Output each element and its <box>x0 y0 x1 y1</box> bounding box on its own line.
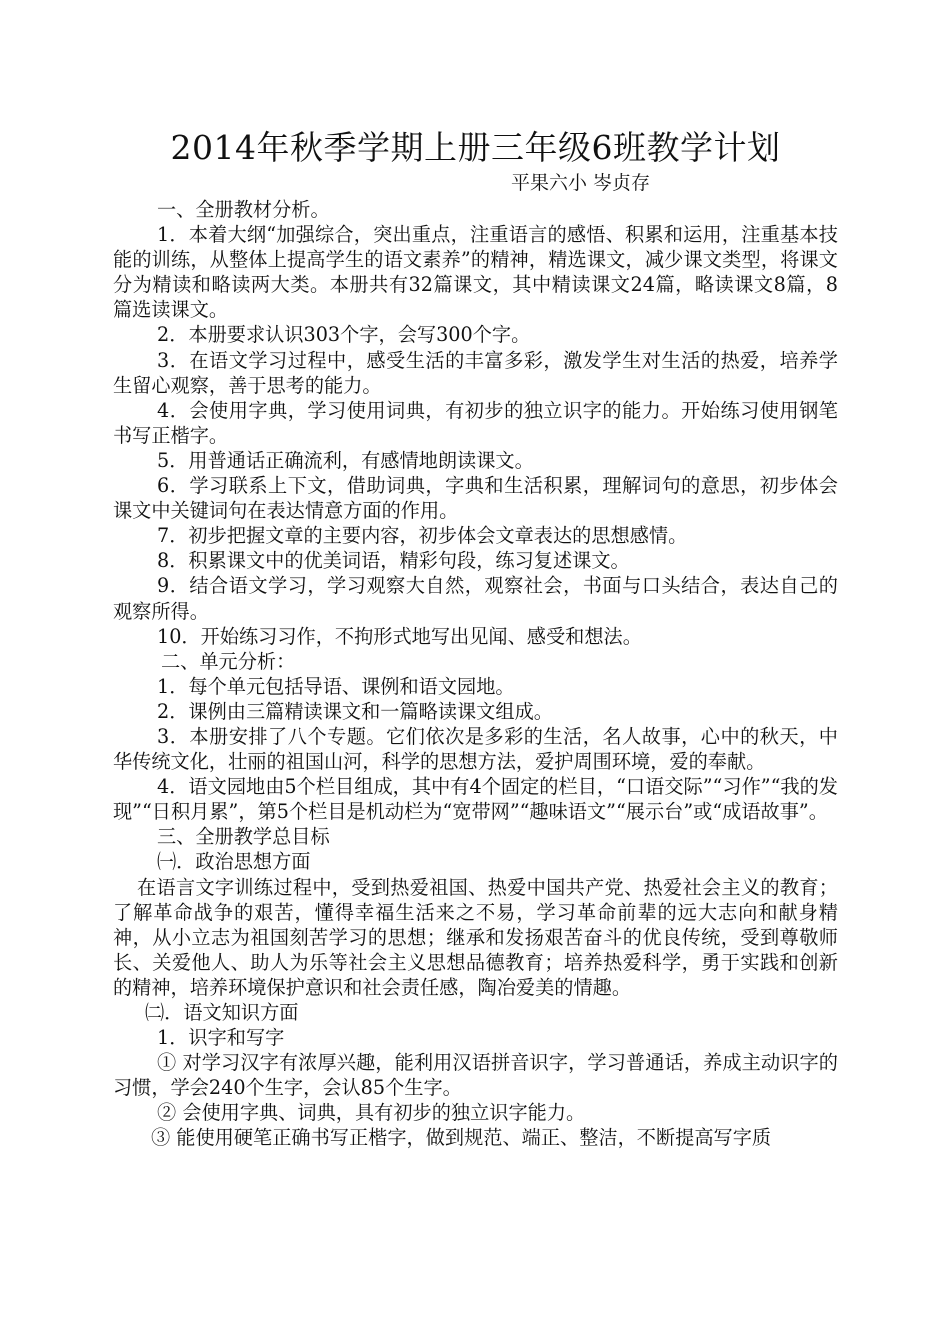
section-heading-2: 二、单元分析： <box>161 649 296 673</box>
paragraph: 在语言文字训练过程中，受到热爱祖国、热爱中国共产党、热爱社会主义的教育；了解革命战争的艰苦，懂得幸福生活来之不易，学习革命前辈的远大志向和献身精神，从小立志为祖国刻苦学习的思想；继承和发扬艰苦奋斗的优良传统，受到尊敬师长、关爱他人、助人为乐等社会主义思想品德教育；培养热爱科学，勇于实践和创新的精神，培养环境保护意识和社会责任感，陶冶爱美的情趣。 <box>113 875 838 999</box>
document-title: 2014年秋季学期上册三年级6班教学计划 <box>170 128 781 167</box>
paragraph: 10．开始练习习作，不拘形式地写出见闻、感受和想法。 <box>157 624 642 648</box>
document-page <box>113 0 838 1151</box>
subsection-heading: 1．识字和写字 <box>157 1026 285 1050</box>
paragraph: 3．在语文学习过程中，感受生活的丰富多彩，激发学生对生活的热爱，培养学生留心观察，善于思考的能力。 <box>113 348 838 397</box>
section-heading-1: 一、全册教材分析。 <box>157 198 330 221</box>
paragraph: 4．会使用字典，学习使用词典，有初步的独立识字的能力。开始练习使用钢笔书写正楷字。 <box>113 398 838 447</box>
author-line: 平果六小 岑贞存 <box>511 172 651 194</box>
paragraph: 5．用普通话正确流利，有感情地朗读课文。 <box>157 448 534 472</box>
section-heading-3: 三、全册教学总目标 <box>157 825 330 849</box>
list-item: ② 会使用字典、词典，具有初步的独立识字能力。 <box>157 1101 586 1125</box>
paragraph: 7．初步把握文章的主要内容，初步体会文章表达的思想感情。 <box>157 524 688 548</box>
paragraph: 8．积累课文中的优美词语，精彩句段，练习复述课文。 <box>157 549 630 573</box>
subsection-heading: ㈡．语文知识方面 <box>145 1001 299 1024</box>
paragraph: 1．每个单元包括导语、课例和语文园地。 <box>157 674 515 698</box>
paragraph: 2．课例由三篇精读课文和一篇略读课文组成。 <box>157 699 553 723</box>
paragraph: 2．本册要求认识303个字，会写300个字。 <box>157 323 531 347</box>
paragraph: 6．学习联系上下文，借助词典，字典和生活积累，理解词句的意思，初步体会课文中关键词句在表达情意方面的作用。 <box>113 474 838 523</box>
paragraph: 9．结合语文学习，学习观察大自然，观察社会，书面与口头结合，表达自己的观察所得。 <box>113 574 838 623</box>
list-item: ① 对学习汉字有浓厚兴趣，能利用汉语拼音识字，学习普通话，养成主动识字的习惯，学会240个生字，会认85个生字。 <box>113 1051 838 1100</box>
paragraph: 1．本着大纲“加强综合，突出重点，注重语言的感悟、积累和运用，注重基本技能的训练，从整体上提高学生的语文素养”的精神，精选课文，减少课文类型，将课文分为精读和略读两大类。本册共有32篇课文，其中精读课文24篇，略读课文8篇，8篇选读课文。 <box>113 223 838 322</box>
list-item: ③ 能使用硬笔正确书写正楷字，做到规范、端正、整洁，不断提高写字质 <box>151 1126 772 1150</box>
subsection-heading: ㈠．政治思想方面 <box>157 850 311 874</box>
paragraph: 4．语文园地由5个栏目组成，其中有4个固定的栏目，“口语交际”“习作”“我的发现”“日积月累”，第5个栏目是机动栏为“宽带网”“趣味语文”“展示台”或“成语故事”。 <box>113 775 838 824</box>
paragraph: 3．本册安排了八个专题。它们依次是多彩的生活，名人故事，心中的秋天，中华传统文化，壮丽的祖国山河，科学的思想方法，爱护周围环境，爱的奉献。 <box>113 724 838 774</box>
